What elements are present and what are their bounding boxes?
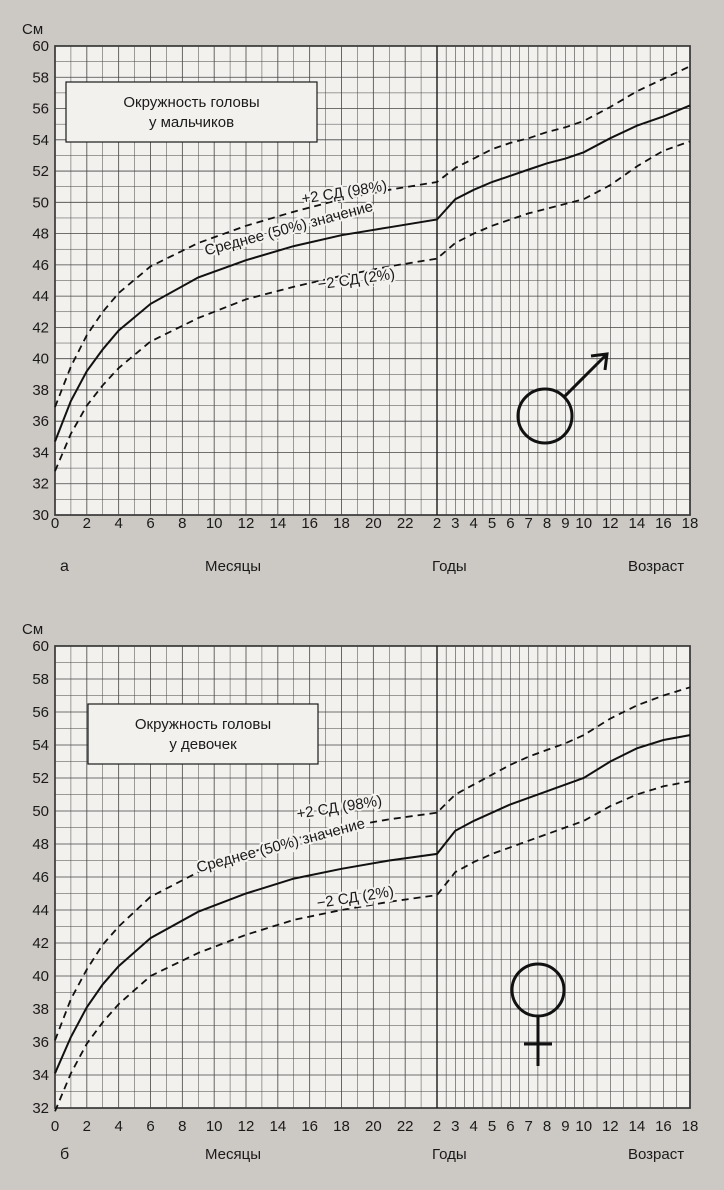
x-tick-year: 3 — [451, 515, 460, 532]
x-tick-month: 0 — [50, 1118, 60, 1135]
y-tick-label: 52 — [32, 770, 49, 787]
chart-panel-2 — [22, 621, 698, 1163]
x-tick-month: 22 — [396, 515, 414, 532]
y-tick-label: 60 — [32, 638, 49, 655]
x-tick-year: 14 — [628, 515, 646, 532]
x-tick-year: 7 — [524, 515, 533, 532]
y-tick-label: 36 — [32, 1034, 49, 1051]
x-tick-year: 16 — [655, 1118, 672, 1135]
panel-letter: б — [60, 1146, 70, 1163]
x-axis-years-label: Годы — [432, 1146, 467, 1163]
x-tick-month: 4 — [114, 515, 123, 532]
x-tick-year: 8 — [542, 515, 552, 532]
x-tick-month: 10 — [205, 1118, 223, 1135]
x-tick-year: 5 — [487, 1118, 497, 1135]
y-tick-label: 34 — [32, 444, 49, 462]
y-tick-label: 54 — [32, 737, 49, 754]
chart-title-box — [88, 704, 318, 764]
x-tick-year: 10 — [575, 1118, 593, 1135]
x-tick-month: 16 — [301, 1118, 319, 1135]
series-label-1: +2 СД (98%) — [295, 792, 384, 823]
y-tick-label: 48 — [32, 225, 49, 243]
y-unit-label: См — [22, 621, 44, 638]
chart-panel-1 — [22, 21, 698, 575]
x-tick-year: 6 — [506, 1118, 515, 1135]
series-label-1: +2 СД (98%) — [300, 177, 389, 208]
x-tick-month: 16 — [301, 515, 319, 532]
x-tick-year: 14 — [628, 1118, 646, 1135]
x-tick-month: 10 — [205, 515, 223, 532]
y-tick-label: 34 — [32, 1067, 49, 1084]
x-tick-year: 2 — [432, 1118, 442, 1135]
x-axis-age-label: Возраст — [628, 558, 685, 575]
y-tick-label: 52 — [32, 163, 49, 181]
x-tick-month: 0 — [50, 515, 60, 532]
x-tick-year: 12 — [601, 1118, 619, 1135]
y-tick-label: 58 — [32, 671, 49, 688]
x-tick-month: 8 — [178, 515, 187, 532]
x-tick-year: 7 — [524, 1118, 533, 1135]
panel-letter: а — [60, 558, 69, 575]
y-tick-label: 56 — [32, 100, 49, 118]
series-label-2: Среднее (50%) значение — [202, 197, 375, 260]
x-tick-year: 5 — [487, 515, 497, 532]
y-tick-label: 38 — [32, 381, 49, 399]
x-tick-month: 18 — [333, 1118, 350, 1135]
y-tick-label: 32 — [32, 475, 49, 493]
y-tick-label: 30 — [32, 507, 49, 524]
y-unit-label: См — [22, 21, 44, 38]
y-tick-label: 40 — [32, 968, 49, 985]
x-tick-year: 3 — [451, 1118, 460, 1135]
y-tick-label: 54 — [32, 131, 49, 149]
chart-title-box — [66, 82, 317, 142]
x-tick-year: 10 — [575, 515, 593, 532]
x-axis-age-label: Возраст — [628, 1146, 685, 1163]
x-tick-year: 16 — [655, 515, 672, 532]
y-tick-label: 44 — [32, 902, 49, 919]
x-tick-month: 2 — [82, 515, 92, 532]
y-tick-label: 50 — [32, 194, 49, 212]
x-tick-year: 6 — [506, 515, 515, 532]
x-tick-year: 4 — [469, 515, 478, 532]
y-tick-label: 38 — [32, 1001, 49, 1018]
x-axis-months-label: Месяцы — [205, 1146, 262, 1163]
y-tick-label: 46 — [32, 256, 49, 274]
x-tick-year: 12 — [601, 515, 619, 532]
x-tick-year: 4 — [469, 1118, 478, 1135]
series-label-3: −2 СД (2%) — [316, 265, 397, 294]
y-tick-label: 40 — [32, 350, 49, 368]
x-tick-month: 22 — [396, 1118, 414, 1135]
x-tick-year: 18 — [681, 515, 699, 532]
x-tick-year: 8 — [542, 1118, 552, 1135]
y-tick-label: 32 — [32, 1100, 49, 1117]
y-tick-label: 48 — [32, 836, 49, 853]
y-tick-label: 44 — [32, 288, 49, 306]
chart-title: Окружность головы у мальчиков — [123, 94, 260, 131]
x-axis-months-label: Месяцы — [205, 558, 262, 575]
x-tick-month: 20 — [364, 515, 382, 532]
y-tick-label: 58 — [32, 69, 49, 87]
x-tick-month: 20 — [364, 1118, 382, 1135]
x-tick-month: 4 — [114, 1118, 123, 1135]
series-label-3: −2 СД (2%) — [315, 883, 396, 913]
x-tick-month: 12 — [237, 1118, 255, 1135]
x-tick-year: 18 — [681, 1118, 699, 1135]
x-tick-month: 18 — [333, 515, 350, 532]
x-tick-month: 6 — [146, 515, 155, 532]
y-tick-label: 50 — [32, 803, 49, 820]
x-tick-year: 2 — [432, 515, 442, 532]
series-label-2: Среднее (50%) значение — [194, 814, 367, 877]
x-tick-month: 14 — [269, 515, 287, 532]
x-tick-month: 2 — [82, 1118, 92, 1135]
y-tick-label: 56 — [32, 704, 49, 721]
y-tick-label: 42 — [32, 935, 49, 952]
x-tick-month: 6 — [146, 1118, 155, 1135]
x-tick-month: 8 — [178, 1118, 187, 1135]
x-axis-years-label: Годы — [432, 558, 467, 575]
x-tick-year: 9 — [561, 515, 570, 532]
chart-title: Окружность головы у девочек — [134, 716, 272, 753]
x-tick-year: 9 — [561, 1118, 570, 1135]
y-tick-label: 46 — [32, 869, 49, 886]
y-tick-label: 36 — [32, 413, 49, 431]
y-tick-label: 60 — [32, 38, 49, 55]
x-tick-month: 14 — [269, 1118, 287, 1135]
y-tick-label: 42 — [32, 319, 49, 337]
x-tick-month: 12 — [237, 515, 255, 532]
